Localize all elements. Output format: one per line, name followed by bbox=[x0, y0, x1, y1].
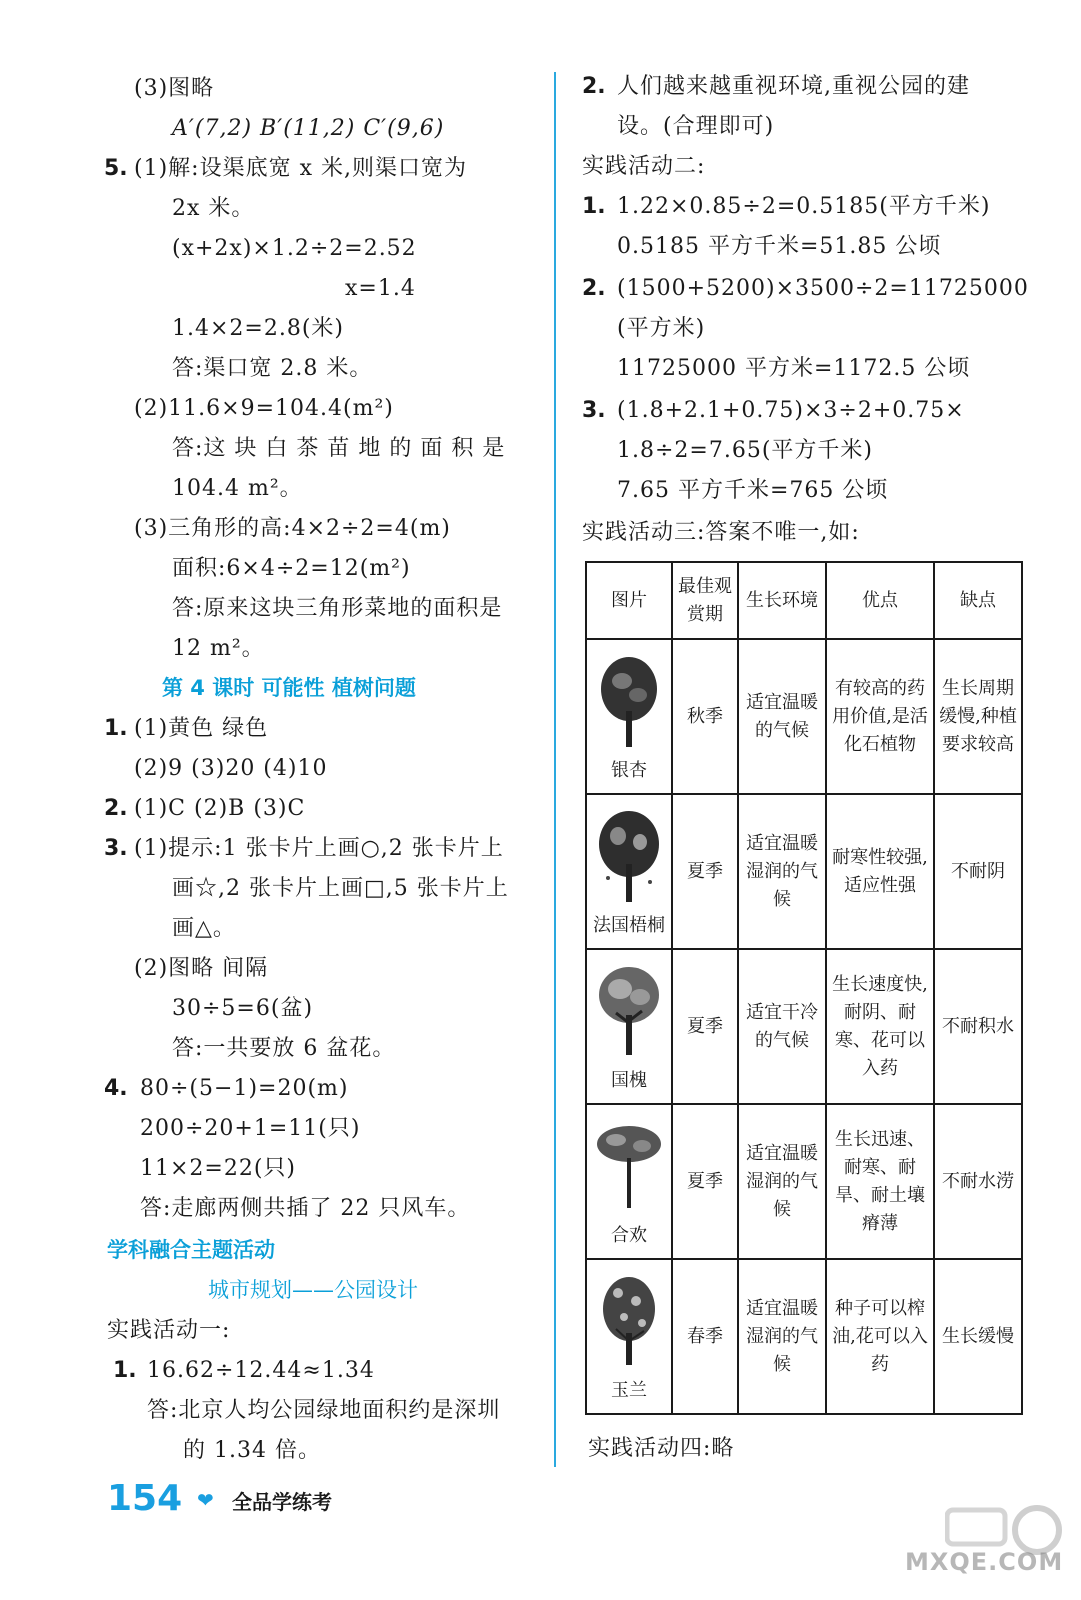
environment-cell: 适宜温暖湿润的气候 bbox=[738, 1259, 826, 1414]
line: 80÷(5−1)=20(m) bbox=[140, 1076, 349, 1101]
table-row bbox=[586, 1259, 1022, 1414]
tree-picture-cell bbox=[586, 1259, 672, 1414]
line: 答:走廊两侧共插了 22 只风车。 bbox=[140, 1196, 471, 1221]
line: A′(7,2) B′(11,2) C′(9,6) bbox=[172, 116, 445, 141]
ginkgo-tree-image bbox=[594, 651, 664, 751]
question-number: 4. bbox=[104, 1076, 128, 1101]
cons-cell: 不耐阴 bbox=[934, 794, 1022, 949]
question-number: 3. bbox=[582, 398, 606, 423]
line: 11725000 平方米=1172.5 公顷 bbox=[617, 356, 971, 381]
tree-picture-cell bbox=[586, 639, 672, 794]
line: 2x 米。 bbox=[172, 196, 255, 221]
line: 答:这 块 白 茶 苗 地 的 面 积 是 bbox=[172, 436, 506, 461]
line: 答:一共要放 6 盆花。 bbox=[172, 1036, 396, 1061]
question-number: 5. bbox=[104, 156, 128, 181]
header-pros: 优点 bbox=[826, 562, 934, 639]
line: (x+2x)×1.2÷2=2.52 bbox=[172, 236, 417, 261]
table-row bbox=[586, 794, 1022, 949]
line: 面积:6×4÷2=12(m²) bbox=[172, 556, 411, 581]
line: 的 1.34 倍。 bbox=[183, 1438, 321, 1463]
question-number: 2. bbox=[582, 276, 606, 301]
tree-picture-cell bbox=[586, 794, 672, 949]
season-cell: 秋季 bbox=[672, 639, 738, 794]
cons-cell: 不耐积水 bbox=[934, 949, 1022, 1104]
line: 实践活动二: bbox=[582, 154, 706, 179]
line: 30÷5=6(盆) bbox=[172, 996, 314, 1021]
line: (1500+5200)×3500÷2=11725000 bbox=[617, 276, 1029, 301]
line: 200÷20+1=11(只) bbox=[140, 1116, 361, 1141]
pros-cell: 有较高的药用价值,是活化石植物 bbox=[826, 639, 934, 794]
line: 人们越来越重视环境,重视公园的建 bbox=[617, 74, 970, 99]
question-number: 2. bbox=[582, 74, 606, 99]
question-number: 2. bbox=[104, 796, 128, 821]
magnolia-tree-image bbox=[594, 1271, 664, 1371]
environment-cell: 适宜干冷的气候 bbox=[738, 949, 826, 1104]
line: (2)11.6×9=104.4(m²) bbox=[134, 396, 394, 421]
tree-name: 法国梧桐 bbox=[593, 915, 665, 936]
question-number: 1. bbox=[104, 716, 128, 741]
lesson-title: 第 4 课时 可能性 植树问题 bbox=[162, 676, 416, 700]
theme-subtitle: 城市规划——公园设计 bbox=[208, 1278, 418, 1302]
line: (1)黄色 绿色 bbox=[134, 716, 269, 741]
pros-cell: 耐寒性较强,适应性强 bbox=[826, 794, 934, 949]
pros-cell: 生长迅速、耐寒、耐旱、耐土壤瘠薄 bbox=[826, 1104, 934, 1259]
cons-cell: 不耐水涝 bbox=[934, 1104, 1022, 1259]
theme-title: 学科融合主题活动 bbox=[107, 1238, 275, 1262]
tree-picture-cell bbox=[586, 949, 672, 1104]
line: (1)提示:1 张卡片上画○,2 张卡片上 bbox=[134, 836, 504, 861]
question-number: 1. bbox=[582, 194, 606, 219]
line: 104.4 m²。 bbox=[172, 476, 303, 501]
line: (2)图略 间隔 bbox=[134, 956, 269, 981]
line: 答:北京人均公园绿地面积约是深圳 bbox=[147, 1398, 501, 1423]
heart-icon: ❤ bbox=[197, 1488, 214, 1512]
brand-name: 全品学练考 bbox=[232, 1490, 332, 1514]
line: 1.22×0.85÷2=0.5185(平方千米) bbox=[617, 194, 991, 219]
line: 7.65 平方千米=765 公顷 bbox=[617, 478, 889, 503]
tree-name: 合欢 bbox=[611, 1225, 647, 1246]
page-number: 154 bbox=[107, 1478, 183, 1519]
line: (2)9 (3)20 (4)10 bbox=[134, 756, 328, 781]
line: 11×2=22(只) bbox=[140, 1156, 297, 1181]
line: 1.4×2=2.8(米) bbox=[172, 316, 345, 341]
header-picture: 图片 bbox=[586, 562, 672, 639]
plane-tree-image bbox=[594, 806, 664, 906]
cons-cell: 生长缓慢 bbox=[934, 1259, 1022, 1414]
tree-name: 国槐 bbox=[611, 1070, 647, 1091]
cons-cell: 生长周期缓慢,种植要求较高 bbox=[934, 639, 1022, 794]
line: 实践活动三:答案不唯一,如: bbox=[582, 520, 860, 545]
watermark-text: MXQE.COM bbox=[905, 1548, 1064, 1576]
table-row bbox=[586, 949, 1022, 1104]
question-number: 1. bbox=[113, 1358, 137, 1383]
header-best-season: 最佳观赏期 bbox=[672, 562, 738, 639]
line: 画☆,2 张卡片上画□,5 张卡片上 bbox=[172, 876, 509, 901]
silk-tree-image bbox=[594, 1116, 664, 1216]
line: (平方米) bbox=[617, 316, 706, 341]
line: 1.8÷2=7.65(平方千米) bbox=[617, 438, 874, 463]
season-cell: 夏季 bbox=[672, 794, 738, 949]
line: 设。(合理即可) bbox=[617, 114, 775, 139]
season-cell: 春季 bbox=[672, 1259, 738, 1414]
environment-cell: 适宜温暖的气候 bbox=[738, 639, 826, 794]
line: (1)C (2)B (3)C bbox=[134, 796, 306, 821]
column-divider bbox=[554, 72, 556, 1467]
line: 答:渠口宽 2.8 米。 bbox=[172, 356, 373, 381]
table-header-row bbox=[586, 562, 1022, 639]
line: (1)解:设渠底宽 x 米,则渠口宽为 bbox=[134, 156, 467, 181]
tree-picture-cell bbox=[586, 1104, 672, 1259]
environment-cell: 适宜温暖湿润的气候 bbox=[738, 1104, 826, 1259]
line: 画△。 bbox=[172, 916, 236, 941]
line: x=1.4 bbox=[345, 276, 416, 301]
tree-name: 银杏 bbox=[611, 760, 647, 781]
line: (3)三角形的高:4×2÷2=4(m) bbox=[134, 516, 451, 541]
question-number: 3. bbox=[104, 836, 128, 861]
table-row bbox=[586, 639, 1022, 794]
pros-cell: 种子可以榨油,花可以入药 bbox=[826, 1259, 934, 1414]
line: 实践活动四:略 bbox=[588, 1436, 735, 1461]
line: (3)图略 bbox=[134, 76, 215, 101]
season-cell: 夏季 bbox=[672, 1104, 738, 1259]
pros-cell: 生长速度快,耐阴、耐寒、花可以入药 bbox=[826, 949, 934, 1104]
header-cons: 缺点 bbox=[934, 562, 1022, 639]
table-row bbox=[586, 1104, 1022, 1259]
line: 16.62÷12.44≈1.34 bbox=[147, 1358, 375, 1383]
tree-name: 玉兰 bbox=[611, 1380, 647, 1401]
line: (1.8+2.1+0.75)×3÷2+0.75× bbox=[617, 398, 965, 423]
line: 0.5185 平方千米=51.85 公顷 bbox=[617, 234, 942, 259]
header-environment: 生长环境 bbox=[738, 562, 826, 639]
line: 实践活动一: bbox=[107, 1318, 231, 1343]
pagoda-tree-image bbox=[594, 961, 664, 1061]
tree-comparison-table bbox=[585, 561, 1023, 1415]
line: 答:原来这块三角形菜地的面积是 bbox=[172, 596, 503, 621]
environment-cell: 适宜温暖湿润的气候 bbox=[738, 794, 826, 949]
season-cell: 夏季 bbox=[672, 949, 738, 1104]
line: 12 m²。 bbox=[172, 636, 265, 661]
